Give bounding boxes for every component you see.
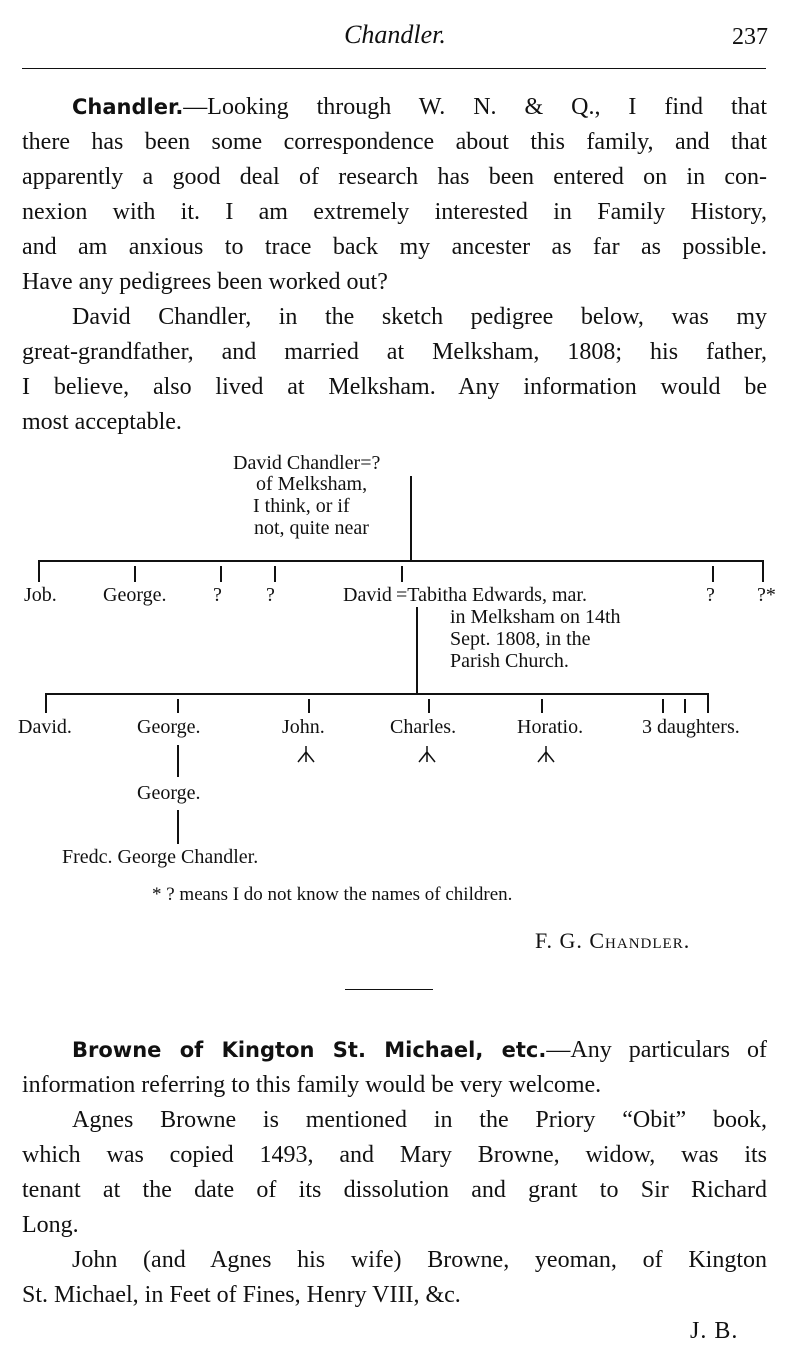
root-note: I think, or if [253, 495, 350, 517]
running-head: Chandler. [344, 20, 446, 49]
text-line: —Looking through W. N. & Q., I find that [183, 94, 767, 120]
gen2-unknown: ? [213, 584, 222, 606]
gen3-horatio: Horatio. [517, 716, 584, 738]
tick [308, 699, 310, 713]
header-rule [22, 68, 766, 69]
text-line: information referring to this family would be very welcome. [22, 1072, 602, 1098]
tick [541, 699, 543, 713]
david-descent-line [416, 607, 418, 693]
tick [177, 699, 179, 713]
issue-mark-icon [536, 744, 556, 764]
gen2-george: George. [103, 584, 167, 606]
chandler-paragraph-1 [22, 90, 767, 300]
root-descent-line [410, 476, 412, 560]
browne-heading: Browne of Kington St. Michael, etc. [72, 1038, 547, 1062]
browne-paragraph-3 [22, 1243, 767, 1313]
page-number: 237 [732, 24, 768, 50]
tick [712, 566, 714, 582]
signature-fg-chandler: F. G. Chandler. [535, 928, 691, 953]
tick [401, 566, 403, 582]
section-separator [345, 989, 433, 990]
tick [684, 699, 686, 713]
chandler-heading: Chandler. [72, 95, 184, 119]
tick [220, 566, 222, 582]
text-line: great-grandfather, and married at Melksham, 1808; his father, [22, 339, 767, 365]
gen2-david: David [343, 584, 392, 606]
gen5-fredc: Fredc. George Chandler. [62, 846, 259, 868]
gen2-spouse-note: Sept. 1808, in the [450, 628, 591, 650]
text-line: apparently a good deal of research has been entered on in con- [22, 164, 767, 190]
tick [45, 693, 47, 713]
tick [274, 566, 276, 582]
issue-mark-icon [296, 744, 316, 764]
text-line: I believe, also lived at Melksham. Any information would be [22, 374, 767, 400]
tick [134, 566, 136, 582]
text-line: tenant at the date of its dissolution and grant to Sir Richard [22, 1177, 767, 1203]
gen3-bar [45, 693, 708, 695]
tick [38, 560, 40, 582]
text-line: Agnes Browne is mentioned in the Priory “Obit” book, [72, 1107, 767, 1133]
text-line: John (and Agnes his wife) Browne, yeoman, of Kington [72, 1247, 767, 1273]
text-line: St. Michael, in Feet of Fines, Henry VIII, &c. [22, 1282, 461, 1308]
browne-paragraph-2 [22, 1103, 767, 1243]
gen2-unknown: ?* [757, 584, 776, 606]
root-note: not, quite near [254, 517, 369, 539]
text-line: David Chandler, in the sketch pedigree below, was my [72, 304, 767, 330]
root-name: David Chandler=? [233, 452, 381, 474]
text-line: most acceptable. [22, 409, 182, 435]
browne-paragraph-1 [22, 1033, 767, 1103]
signature-jb: J. B. [690, 1318, 739, 1344]
issue-mark-icon [417, 744, 437, 764]
text-line: Long. [22, 1212, 79, 1238]
text-line: Have any pedigrees been worked out? [22, 269, 388, 295]
gen2-job: Job. [24, 584, 57, 606]
text-line: there has been some correspondence about this family, and that [22, 129, 767, 155]
tick [428, 699, 430, 713]
gen2-unknown: ? [266, 584, 275, 606]
tick [762, 560, 764, 582]
gen3-charles: Charles. [390, 716, 457, 738]
root-note: of Melksham, [256, 473, 368, 495]
gen4-descent-line [177, 810, 179, 844]
gen2-bar [38, 560, 763, 562]
gen3-david: David. [18, 716, 72, 738]
tick [707, 693, 709, 713]
gen3-george: George. [137, 716, 201, 738]
gen4-george: George. [137, 782, 201, 804]
text-line: nexion with it. I am extremely interested in Family History, [22, 199, 767, 225]
text-line: —Any particulars of [546, 1037, 767, 1063]
pedigree-footnote: * ? means I do not know the names of children. [152, 884, 513, 905]
chandler-paragraph-2 [22, 300, 767, 440]
text-line: which was copied 1493, and Mary Browne, widow, was its [22, 1142, 767, 1168]
george-descent-line [177, 745, 179, 777]
gen2-spouse-note: Parish Church. [450, 650, 569, 672]
gen2-spouse: =Tabitha Edwards, mar. [396, 584, 587, 606]
tick [662, 699, 664, 713]
text-line: and am anxious to trace back my ancester as far as possible. [22, 234, 767, 260]
gen2-unknown: ? [706, 584, 715, 606]
gen3-john: John. [282, 716, 325, 738]
gen2-spouse-note: in Melksham on 14th [450, 606, 621, 628]
gen3-daughters: 3 daughters. [642, 716, 740, 738]
